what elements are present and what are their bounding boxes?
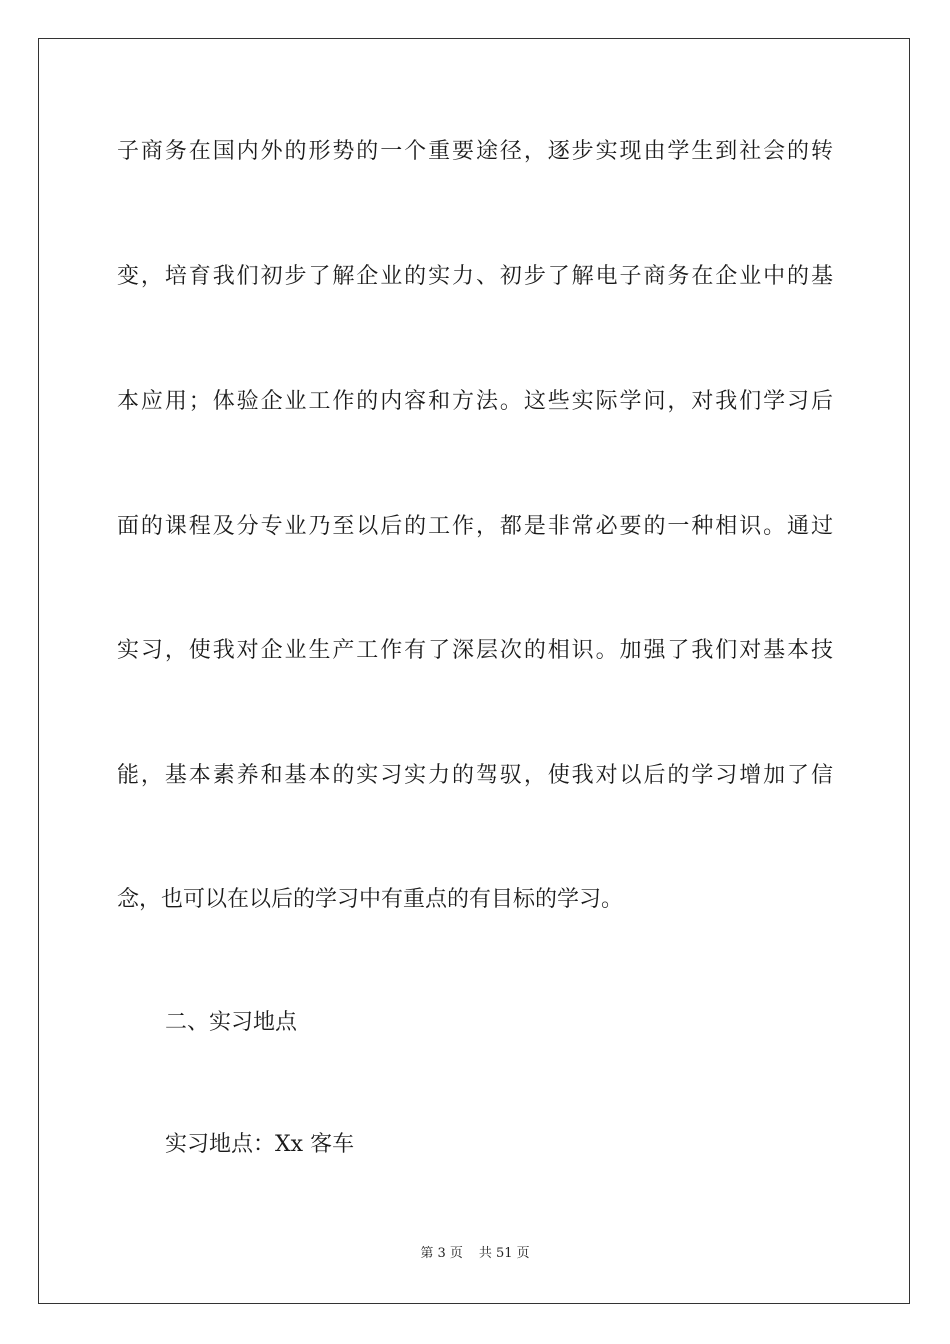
page-number: 第 3 页: [420, 1246, 463, 1261]
page-total: 共 51 页: [478, 1246, 530, 1261]
body-line-5: 实习，使我对企业生产工作有了深层次的相识。加强了我们对基本技: [117, 638, 833, 663]
body-line-2: 变，培育我们初步了解企业的实力、初步了解电子商务在企业中的基: [117, 264, 833, 289]
body-line-1: 子商务在国内外的形势的一个重要途径，逐步实现由学生到社会的转: [117, 139, 833, 164]
body-line-7: 念，也可以在以后的学习中有重点的有目标的学习。: [117, 887, 624, 912]
section-heading: 二、实习地点: [165, 1010, 298, 1035]
body-line-4: 面的课程及分专业乃至以后的工作，都是非常必要的一种相识。通过: [117, 514, 833, 539]
page-border: [38, 38, 910, 1304]
body-line-6: 能，基本素养和基本的实习实力的驾驭，使我对以后的学习增加了信: [117, 763, 833, 788]
body-line-3: 本应用；体验企业工作的内容和方法。这些实际学问，对我们学习后: [117, 389, 833, 414]
page-footer: [0, 1245, 950, 1263]
location-line: 实习地点：Xx 客车: [165, 1132, 355, 1157]
